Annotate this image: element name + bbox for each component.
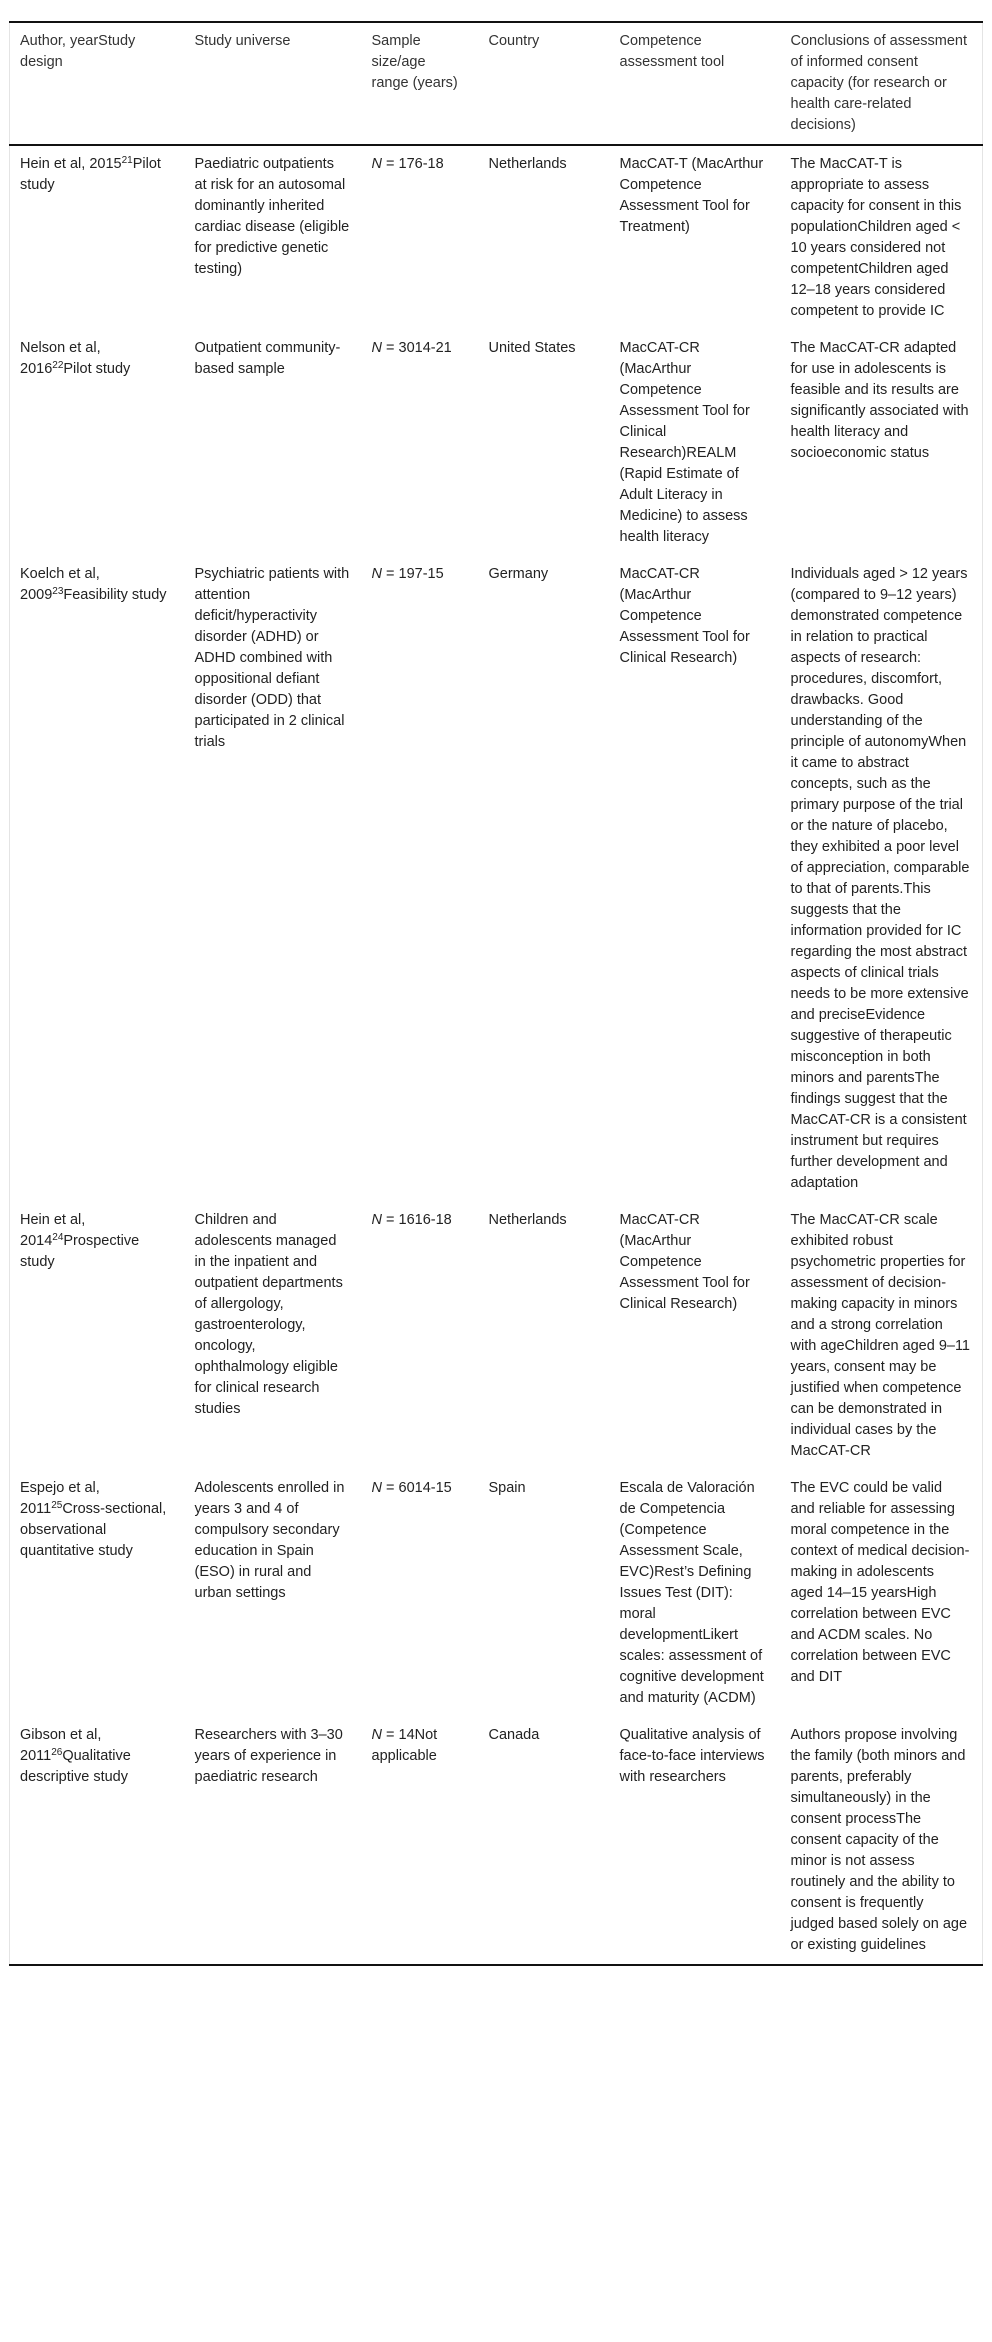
conclusions-cell: The MacCAT-T is appropriate to assess capacity for consent in this populationChildren aged < 10 years considered not competentChildren aged 12–18 years considered competent to provide IC xyxy=(790,156,962,319)
study-design: Prospective study xyxy=(20,1233,140,1270)
author-year: Espejo et al, 2011 xyxy=(20,1480,100,1517)
conclusions-cell: Individuals aged > 12 years (compared to 9–12 years) demonstrated competence in relation to practical aspects of research: procedures, discomfort, drawbacks. Good understanding of the principle of autonomyWhen it came to abstract concepts, such as the primary purpose of the trial or the nature of placebo, they exhibited a poor level of appreciation, comparable to that of parents.This suggests that the information provided for IC regarding the most abstract aspects of clinical trials needs to be more extensive and preciseEvidence suggestive of therapeutic misconception in both minors and parentsThe findings suggest that the MacCAT-CR is a consistent instrument but requires further development and adaptation xyxy=(790,566,970,1191)
author-design-cell xyxy=(10,145,185,330)
table-row xyxy=(10,1717,983,1965)
reference-number[interactable]: 22 xyxy=(52,360,64,371)
reference-number[interactable]: 23 xyxy=(52,586,64,597)
country-cell: Canada xyxy=(488,1727,540,1743)
sample-size-cell xyxy=(362,1470,479,1717)
sample-size-cell xyxy=(362,145,479,330)
study-universe-cell: Researchers with 3–30 years of experience in paediatric research xyxy=(194,1727,343,1785)
study-universe-cell: Adolescents enrolled in years 3 and 4 of compulsory secondary education in Spain (ESO) in rural and urban settings xyxy=(194,1480,345,1601)
study-universe-cell: Psychiatric patients with attention deficit/hyperactivity disorder (ADHD) or ADHD combined with oppositional defiant disorder (ODD) that participated in 2 clinical trials xyxy=(194,566,350,750)
reference-number[interactable]: 21 xyxy=(121,155,133,166)
sample-value: = 1616-18 xyxy=(381,1212,452,1228)
assessment-tool-cell: MacCAT-CR (MacArthur Competence Assessment Tool for Clinical Research)REALM (Rapid Estimate of Adult Literacy in Medicine) to assess health literacy xyxy=(619,340,750,545)
sample-value: = 3014-21 xyxy=(381,340,452,356)
assessment-tool-cell: MacCAT-CR (MacArthur Competence Assessment Tool for Clinical Research) xyxy=(619,566,750,666)
country-cell: Netherlands xyxy=(488,1212,567,1228)
sample-value: = 176-18 xyxy=(381,156,444,172)
study-universe-cell: Children and adolescents managed in the inpatient and outpatient departments of allergology, gastroenterology, oncology, ophthalmology eligible for clinical research studies xyxy=(194,1212,343,1417)
header-sample-size: Sample size/age range (years) xyxy=(371,33,458,91)
n-label: N xyxy=(371,566,382,582)
conclusions-cell: The MacCAT-CR adapted for use in adolescents is feasible and its results are significantly associated with health literacy and socioeconomic status xyxy=(790,340,969,461)
country-cell: Spain xyxy=(488,1480,526,1496)
sample-value: = 197-15 xyxy=(381,566,444,582)
n-label: N xyxy=(371,1480,382,1496)
country-cell: United States xyxy=(488,340,576,356)
n-label: N xyxy=(371,340,382,356)
study-design: Qualitative descriptive study xyxy=(20,1748,131,1785)
n-label: N xyxy=(371,156,382,172)
study-design: Feasibility study xyxy=(63,587,167,603)
author-design-cell xyxy=(10,1202,185,1470)
study-design: Pilot study xyxy=(20,156,161,193)
table-row xyxy=(10,556,983,1202)
header-conclusions: Conclusions of assessment of informed consent capacity (for research or health care-related decisions) xyxy=(790,33,967,133)
study-design: Cross-sectional, observational quantitative study xyxy=(20,1501,167,1559)
table-row xyxy=(10,1202,983,1470)
study-design: Pilot study xyxy=(63,361,131,377)
n-label: N xyxy=(371,1212,382,1228)
author-design-cell xyxy=(10,1717,185,1965)
author-year: Nelson et al, 2016 xyxy=(20,340,101,377)
sample-size-cell xyxy=(362,1717,479,1965)
country-cell: Germany xyxy=(488,566,549,582)
author-design-cell xyxy=(10,1470,185,1717)
n-label: N xyxy=(371,1727,382,1743)
header-study-universe: Study universe xyxy=(194,33,291,49)
author-year: Hein et al, 2015 xyxy=(20,156,122,172)
author-design-cell xyxy=(10,330,185,556)
reference-number[interactable]: 24 xyxy=(52,1232,64,1243)
header-assessment-tool: Competence assessment tool xyxy=(619,33,725,70)
country-cell: Netherlands xyxy=(488,156,567,172)
conclusions-cell: The MacCAT-CR scale exhibited robust psychometric properties for assessment of decision-making capacity in minors and a strong correlation with ageChildren aged 9–11 years, consent may be justified when competence can be demonstrated in individual cases by the MacCAT-CR xyxy=(790,1212,971,1459)
sample-size-cell xyxy=(362,330,479,556)
header-country: Country xyxy=(488,33,540,49)
table-header-row xyxy=(10,22,983,145)
author-year: Hein et al, 2014 xyxy=(20,1212,86,1249)
studies-table xyxy=(9,21,983,1966)
author-design-cell xyxy=(10,556,185,1202)
assessment-tool-cell: MacCAT-T (MacArthur Competence Assessment Tool for Treatment) xyxy=(619,156,764,235)
table-row xyxy=(10,1470,983,1717)
sample-value: = 14Not applicable xyxy=(371,1727,438,1764)
author-year: Gibson et al, 2011 xyxy=(20,1727,102,1764)
author-year: Koelch et al, 2009 xyxy=(20,566,100,603)
sample-value: = 6014-15 xyxy=(381,1480,452,1496)
sample-size-cell xyxy=(362,1202,479,1470)
table-row xyxy=(10,330,983,556)
conclusions-cell: The EVC could be valid and reliable for assessing moral competence in the context of medical decision-making in adolescents aged 14–15 yearsHigh correlation between EVC and ACDM scales. No correlation between EVC and DIT xyxy=(790,1480,970,1685)
reference-number[interactable]: 25 xyxy=(51,1500,63,1511)
assessment-tool-cell: MacCAT-CR (MacArthur Competence Assessment Tool for Clinical Research) xyxy=(619,1212,750,1312)
sample-size-cell xyxy=(362,556,479,1202)
header-author-design: Author, yearStudy design xyxy=(20,33,136,70)
assessment-tool-cell: Qualitative analysis of face-to-face interviews with researchers xyxy=(619,1727,765,1785)
study-universe-cell: Paediatric outpatients at risk for an autosomal dominantly inherited cardiac disease (eligible for predictive genetic testing) xyxy=(194,156,350,277)
reference-number[interactable]: 26 xyxy=(51,1747,63,1758)
assessment-tool-cell: Escala de Valoración de Competencia (Competence Assessment Scale, EVC)Rest’s Defining Issues Test (DIT): moral developmentLikert scales: assessment of cognitive development and maturity (ACDM) xyxy=(619,1480,764,1706)
conclusions-cell: Authors propose involving the family (both minors and parents, preferably simultaneously) in the consent processThe consent capacity of the minor is not assess routinely and the ability to consent is frequently judged based solely on age or existing guidelines xyxy=(790,1727,968,1953)
study-universe-cell: Outpatient community-based sample xyxy=(194,340,341,377)
table-row xyxy=(10,145,983,330)
